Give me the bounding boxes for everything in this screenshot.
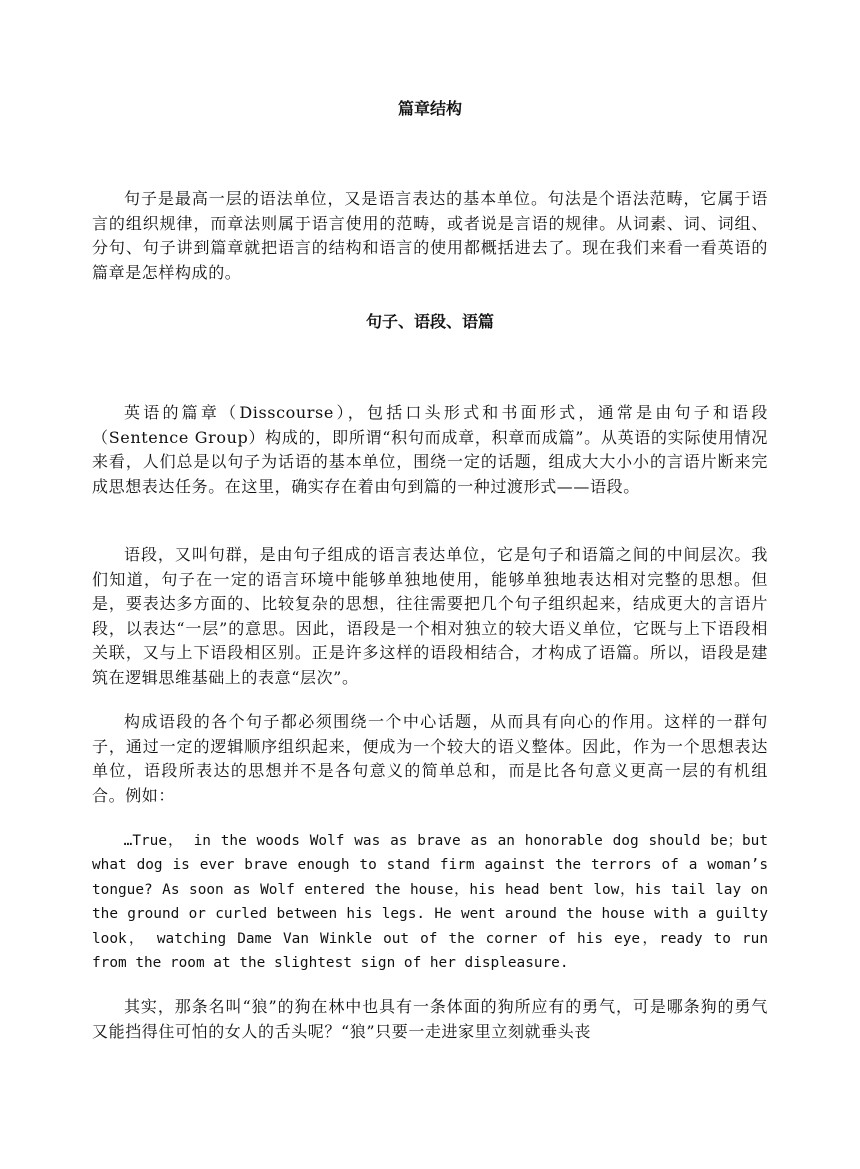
- paragraph-discourse: 英语的篇章（Disscourse），包括口头形式和书面形式，通常是由句子和语段（Sentence Group）构成的，即所谓“积句而成章，积章而成篇”。从英语的实际使用情况来看，人们总是以句子为话语的基本单位，围绕一定的话题，组成大大小小的言语片断来完成思想表达任务。在这里，确实存在着由句到篇的一种过渡形式——语段。: [92, 403, 768, 496]
- intro-paragraph: 句子是最高一层的语法单位，又是语言表达的基本单位。句法是个语法范畴，它属于语言的组织规律，而章法则属于语言使用的范畴，或者说是言语的规律。从词素、词、词组、分句、句子讲到篇章就把语言的结构和语言的使用都概括进去了。现在我们来看一看英语的篇章是怎样构成的。: [92, 189, 768, 282]
- document-title: 篇章结构: [397, 99, 462, 118]
- chinese-translation-paragraph: 其实，那条名叫“狼”的狗在林中也具有一条体面的狗所应有的勇气，可是哪条狗的勇气又能挡得住可怕的女人的舌头呢？“狼”只要一走进家里立刻就垂头丧: [92, 997, 768, 1041]
- paragraph-sentence-group: 语段，又叫句群，是由句子组成的语言表达单位，它是句子和语篇之间的中间层次。我们知道，句子在一定的语言环境中能够单独地使用，能够单独地表达相对完整的思想。但是，要表达多方面的、比较复杂的思想，往往需要把几个句子组织起来，结成更大的言语片段，以表达“一层”的意思。因此，语段是一个相对独立的较大语义单位，它既与上下语段相关联，又与上下语段相区别。正是许多这样的语段相结合，才构成了语篇。所以，语段是建筑在逻辑思维基础上的表意“层次”。: [92, 545, 768, 687]
- section-title: 句子、语段、语篇: [365, 312, 494, 331]
- paragraph-central-topic: 构成语段的各个句子都必须围绕一个中心话题，从而具有向心的作用。这样的一群句子，通过一定的逻辑顺序组织起来，便成为一个较大的语义整体。因此，作为一个思想表达单位，语段所表达的思想并不是各句意义的简单总和，而是比各句意义更高一层的有机组合。例如：: [92, 712, 768, 805]
- english-example-passage: …True， in the woods Wolf was as brave as an honorable dog should be；but what dog is ever brave enough to stand firm against the terrors of a woman’s tongue? As soon as Wolf entered the house，his head bent low，his tail lay on the ground or curled between his legs. He went around the house with a guilty look， watching Dame Van Winkle out of the corner of his eye，ready to run from the room at the slightest sign of her displeasure.: [92, 833, 768, 972]
